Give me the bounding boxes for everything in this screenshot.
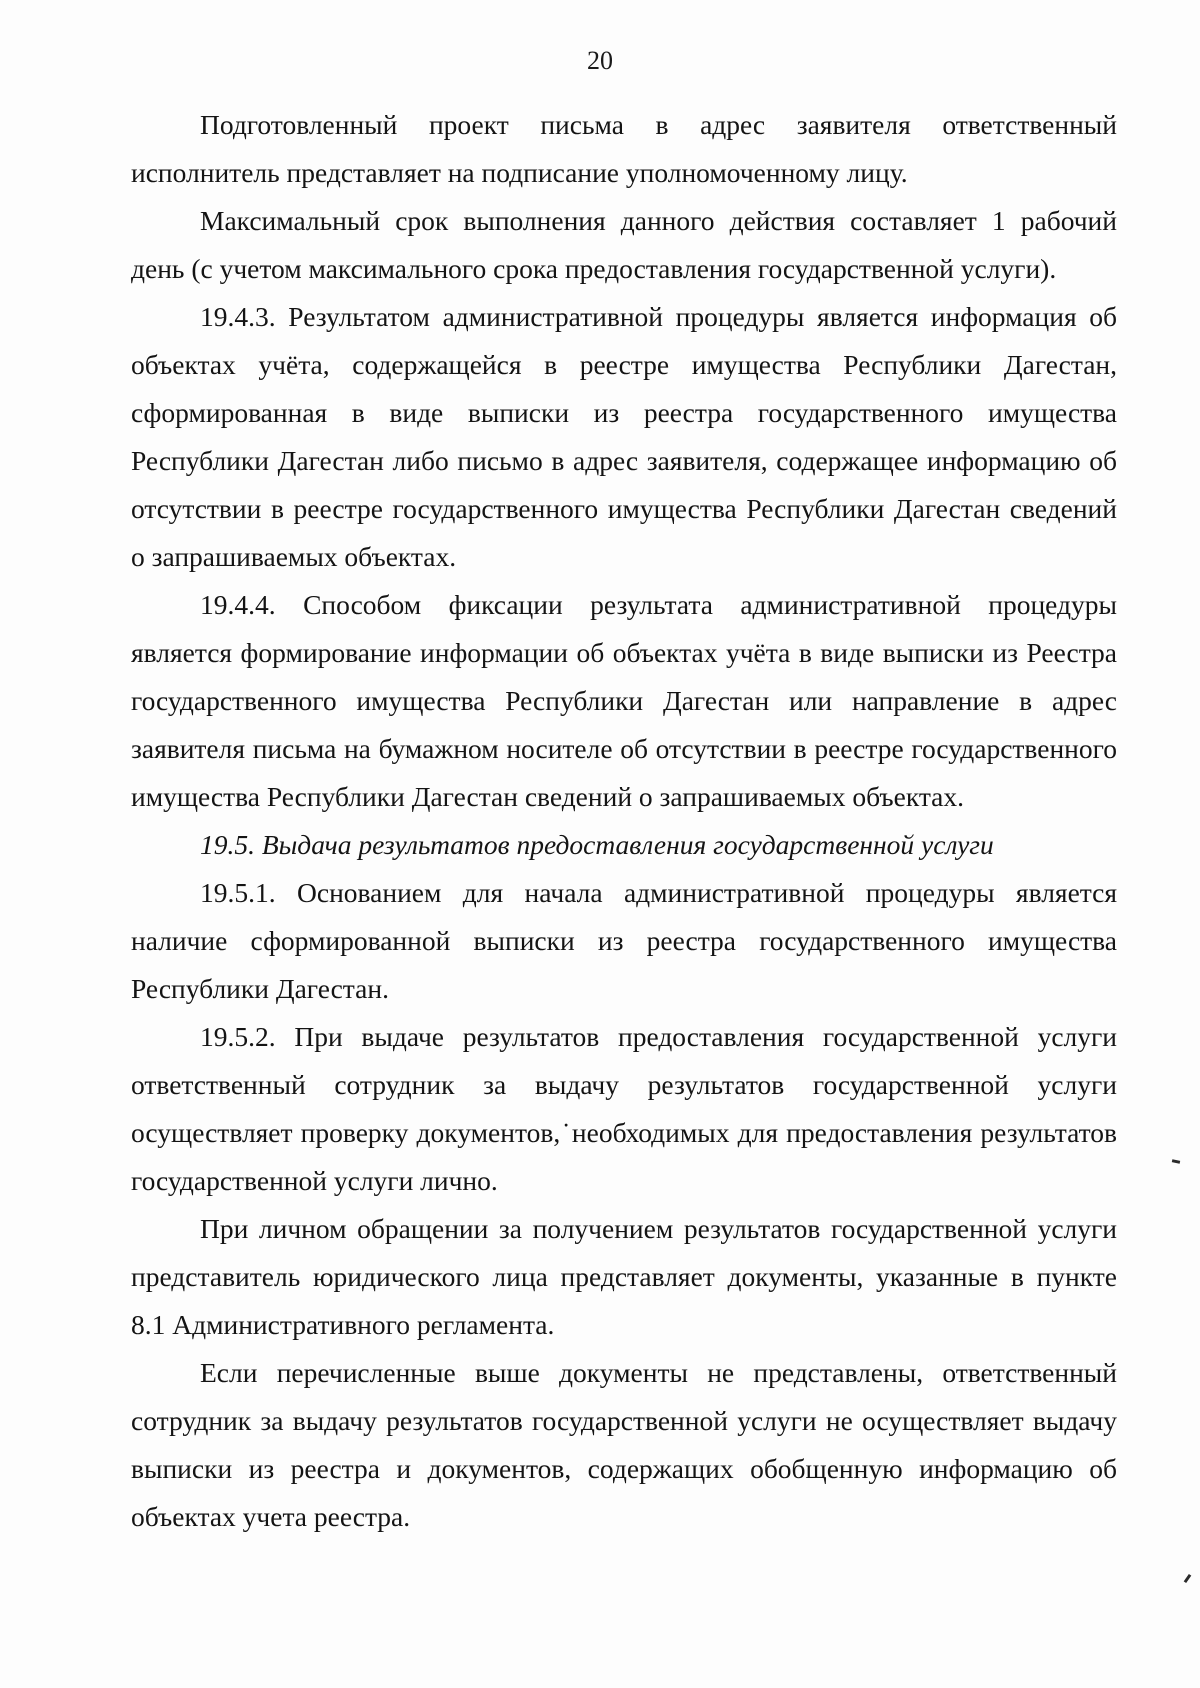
scan-artifact-mark [1172,1159,1180,1164]
scan-artifact-mark [1184,1574,1192,1583]
paragraph-max-term: Максимальный срок выполнения данного действия составляет 1 рабочий день (с учетом максимального срока предоставления государственной услуги). [131,205,1117,284]
paragraph-draft-letter: Подготовленный проект письма в адрес заявителя ответственный исполнитель представляет на подписание уполномоченному лицу. [131,109,1117,188]
paragraph-documents-missing: Если перечисленные выше документы не представлены, ответственный сотрудник за выдачу результатов государственной услуги не осуществляет выдачу выписки из реестра и документов, содержащих обобщенную информацию об объектах учета реестра. [131,1357,1117,1532]
paragraph-19-5-2: 19.5.2. При выдаче результатов предоставления государственной услуги ответственный сотрудник за выдачу результатов государственной услуги осуществляет проверку документов,˙необходимых для предоставления результатов государственной услуги лично. [131,1021,1117,1196]
page-number: 20 [587,46,613,75]
paragraph-19-4-4: 19.4.4. Способом фиксации результата административной процедуры является формирование информации об объектах учёта в виде выписки из Реестра государственного имущества Республики Дагестан или направление в адрес заявителя письма на бумажном носителе об отсутствии в реестре государственного имущества Республики Дагестан сведений о запрашиваемых объектах. [131,589,1117,812]
section-heading-19-5: 19.5. Выдача результатов предоставления государственной услуги [200,829,994,860]
paragraph-19-5-1: 19.5.1. Основанием для начала административной процедуры является наличие сформированной выписки из реестра государственного имущества Республики Дагестан. [131,877,1117,1004]
paragraph-personal-visit: При личном обращении за получением результатов государственной услуги представитель юридического лица представляет документы, указанные в пункте 8.1 Административного регламента. [131,1213,1117,1340]
document-body [131,101,1117,1541]
paragraph-19-4-3: 19.4.3. Результатом административной процедуры является информация об объектах учёта, содержащейся в реестре имущества Республики Дагестан, сформированная в виде выписки из реестра государственного имущества Республики Дагестан либо письмо в адрес заявителя, содержащее информацию об отсутствии в реестре государственного имущества Республики Дагестан сведений о запрашиваемых объектах. [131,301,1117,572]
